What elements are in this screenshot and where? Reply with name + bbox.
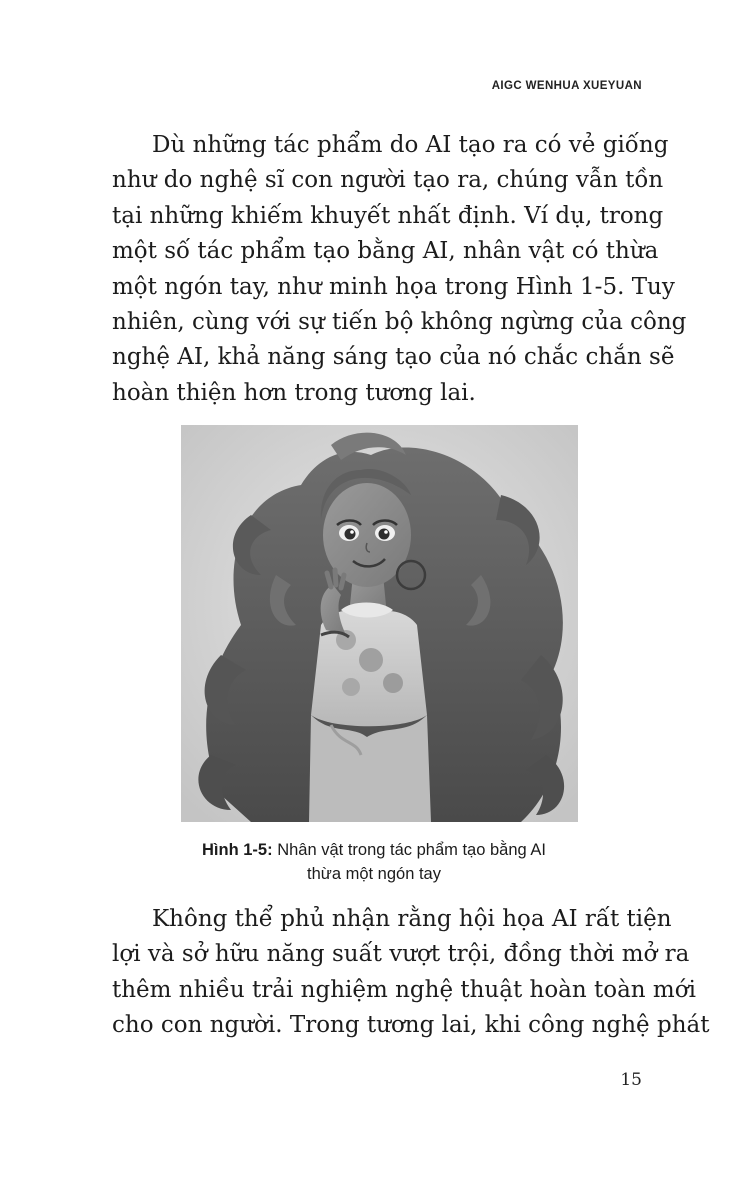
caption-text-2: thừa một ngón tay <box>307 865 441 883</box>
paragraph-line: thêm nhiều trải nghiệm nghệ thuật hoàn toàn mới <box>112 976 696 1003</box>
paragraph-line: hoàn thiện hơn trong tương lai. <box>112 379 476 406</box>
caption-line-1 <box>112 838 636 862</box>
figure-illustration <box>181 425 578 822</box>
body-paragraph-1 <box>112 128 687 411</box>
paragraph-line: Không thể phủ nhận rằng hội họa AI rất tiện <box>152 906 672 932</box>
paragraph-line: lợi và sở hữu năng suất vượt trội, đồng thời mở ra <box>112 941 690 968</box>
body-paragraph-2 <box>112 902 710 1044</box>
figure-caption <box>112 838 636 886</box>
paragraph-line: tại những khiếm khuyết nhất định. Ví dụ, trong <box>112 202 664 229</box>
page-number: 15 <box>620 1070 642 1090</box>
paragraph-line: như do nghệ sĩ con người tạo ra, chúng vẫn tồn <box>112 167 664 194</box>
paragraph-line: một ngón tay, như minh họa trong Hình 1-5. Tuy <box>112 273 675 300</box>
caption-text-1: Nhân vật trong tác phẩm tạo bằng AI <box>277 841 546 859</box>
paragraph-line: nhiên, cùng với sự tiến bộ không ngừng của công <box>112 309 687 336</box>
caption-label: Hình 1-5: <box>202 841 273 859</box>
paragraph-line: Dù những tác phẩm do AI tạo ra có vẻ giống <box>152 132 669 158</box>
paragraph-line: cho con người. Trong tương lai, khi công nghệ phát <box>112 1012 710 1039</box>
running-header: AIGC WENHUA XUEYUAN <box>491 80 642 92</box>
paragraph-line: một số tác phẩm tạo bằng AI, nhân vật có thừa <box>112 238 659 265</box>
paragraph-line: nghệ AI, khả năng sáng tạo của nó chắc chắn sẽ <box>112 344 675 371</box>
ai-girl-illustration <box>181 425 578 822</box>
